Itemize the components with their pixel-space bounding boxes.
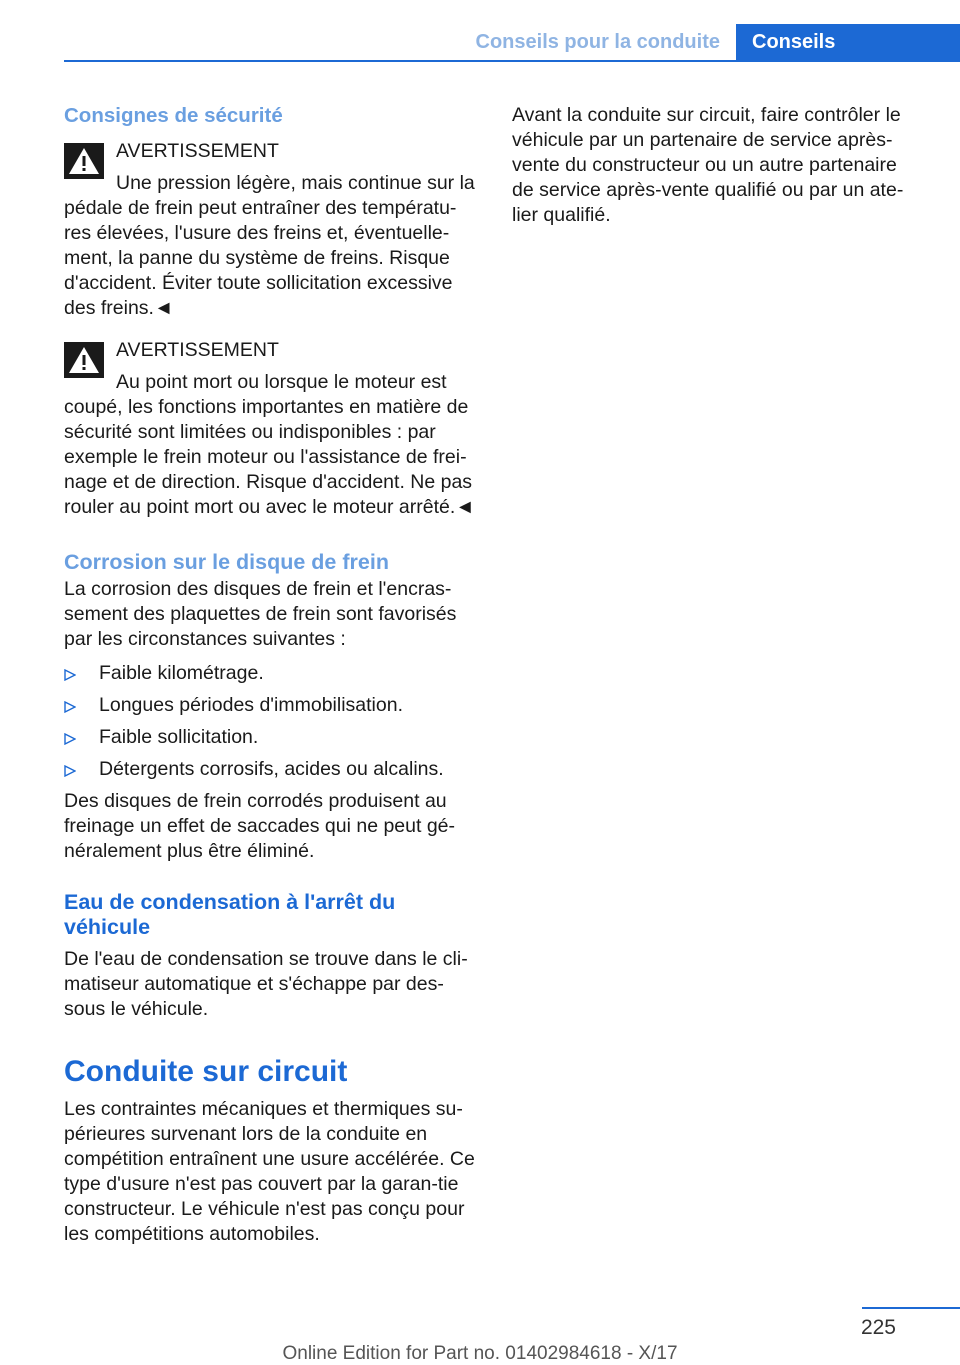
header-section-title: Conseils pour la conduite: [475, 31, 720, 53]
warning-icon: [64, 143, 104, 179]
right-paragraph: Avant la conduite sur circuit, faire contrôler le véhicule par un partenaire de service après-vente du constructeur ou un autre partenaire de service après-vente qualifié ou par un ate-lier qualifié.: [512, 104, 904, 226]
corrosion-list: [64, 661, 480, 782]
condensation-heading: Eau de condensation à l'arrêt du véhicule: [64, 890, 396, 939]
bullet-triangle-icon: [64, 669, 76, 681]
list-item: [64, 661, 480, 686]
list-item-text: Faible kilométrage.: [99, 662, 264, 684]
list-item-text: Détergents corrosifs, acides ou alcalins.: [99, 758, 444, 780]
right-column: [512, 103, 912, 228]
warning-title: AVERTISSEMENT: [116, 339, 279, 361]
corrosion-outro: Des disques de frein corrodés produisent au freinage un effet de saccades qui ne peut gé-néralement plus être éliminé.: [64, 790, 456, 862]
condensation-text: De l'eau de condensation se trouve dans le cli-matiseur automatique et s'échappe par des-sous le véhicule.: [64, 948, 468, 1020]
warning-block-2: [64, 338, 480, 520]
safety-heading: Consignes de sécurité: [64, 104, 283, 127]
footer-rule: [862, 1307, 960, 1309]
corrosion-heading: Corrosion sur le disque de frein: [64, 550, 389, 574]
header-tab: Conseils: [736, 24, 960, 62]
circuit-heading: Conduite sur circuit: [64, 1055, 348, 1088]
warning-text: Une pression légère, mais continue sur la pédale de frein peut entraîner des températu-res élevées, l'usure des freins et, éventuelle-ment, la panne du système de freins. Risque d'accident. Éviter toute sollicitation excessive des freins.◄: [64, 172, 475, 319]
corrosion-intro: La corrosion des disques de frein et l'encras-sement des plaquettes de frein sont favorisés par les circonstances suivantes :: [64, 578, 457, 650]
bullet-triangle-icon: [64, 733, 76, 745]
edition-footer: Online Edition for Part no. 01402984618 - X/17: [282, 1343, 678, 1364]
bullet-triangle-icon: [64, 701, 76, 713]
circuit-text: Les contraintes mécaniques et thermiques su-périeures survenant lors de la conduite en compétition entraînent une usure accélérée. Ce type d'usure n'est pas couvert par la garan-tie constructeur. Le véhicule n'est pas conçu pour les compétitions automobiles.: [64, 1098, 475, 1245]
bullet-triangle-icon: [64, 765, 76, 777]
list-item-text: Longues périodes d'immobilisation.: [99, 694, 403, 716]
warning-title: AVERTISSEMENT: [116, 140, 279, 162]
left-column: [64, 103, 480, 1247]
warning-text: Au point mort ou lorsque le moteur est coupé, les fonctions importantes en matière de sécurité sont limitées ou indisponibles : par exemple le frein moteur ou l'assistance de frei-nage et de direction. Risque d'accident. Ne pas rouler au point mort ou avec le moteur arrêté.◄: [64, 371, 475, 518]
list-item: [64, 693, 480, 718]
list-item-text: Faible sollicitation.: [99, 726, 259, 748]
list-item: [64, 725, 480, 750]
warning-block-1: [64, 139, 480, 321]
list-item: [64, 757, 480, 782]
page-number: 225: [860, 1316, 896, 1339]
warning-icon: [64, 342, 104, 378]
